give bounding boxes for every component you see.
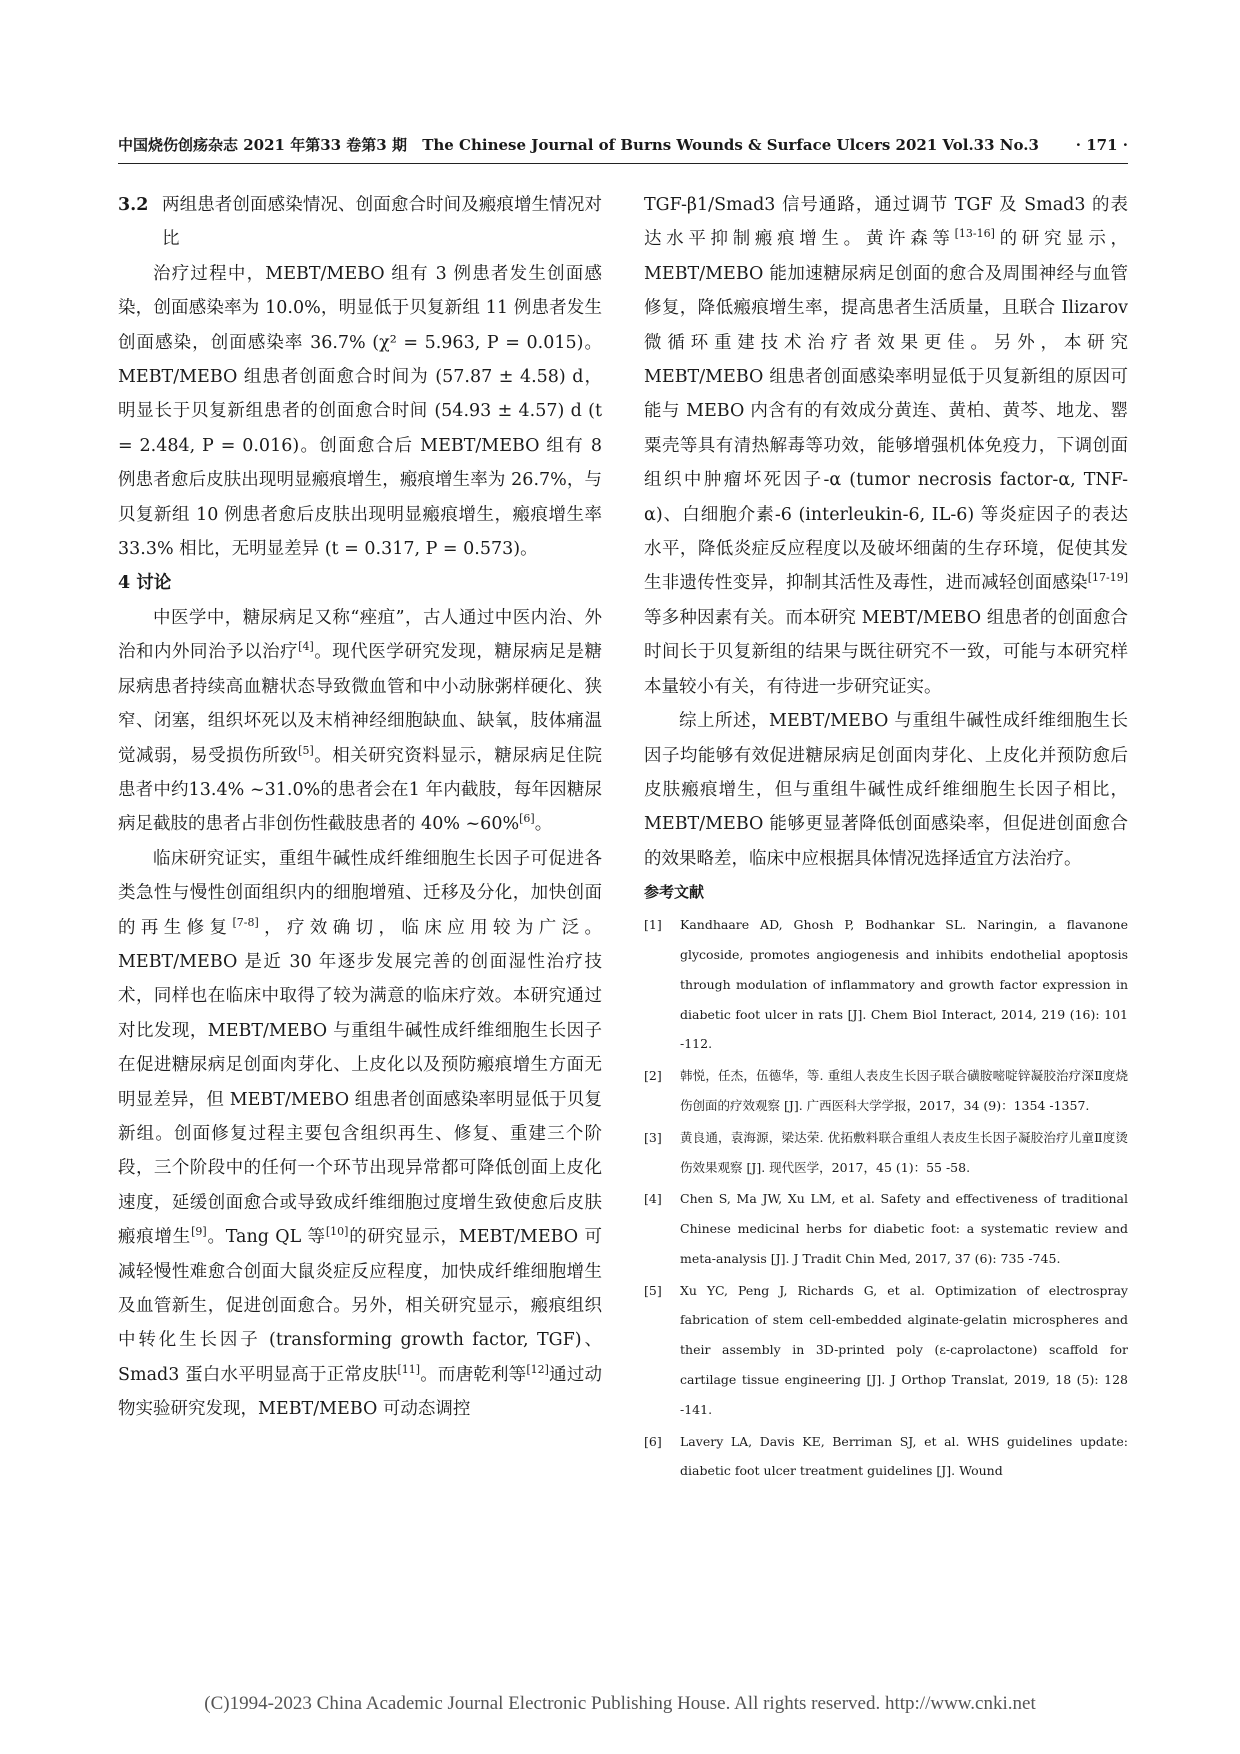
citation: [17-19] xyxy=(1087,571,1128,585)
citation: [9] xyxy=(191,1225,207,1239)
section-title: 两组患者创面感染情况、创面愈合时间及瘢痕增生情况对比 xyxy=(162,195,602,250)
section-heading-4: 4 讨论 xyxy=(118,573,172,594)
running-header xyxy=(118,134,1128,158)
reference-text: 黄良通，袁海源，梁达荣. 优拓敷料联合重组人表皮生长因子凝胶治疗儿童Ⅱ度烫伤效果观察 [J]. 现代医学，2017，45 (1)：55 -58. xyxy=(680,1129,1128,1175)
references-title: 参考文献 xyxy=(644,883,705,902)
reference-text: Kandhaare AD, Ghosh P, Bodhankar SL. Naringin, a flavanone glycoside, promotes angiogenesis and inhibits endothelial apoptosis through modulation of inflammatory and growth factor expression in diabetic foot ulcer in rats [J]. Chem Biol Interact, 2014, 219 (16): 101 -112. xyxy=(680,917,1128,1052)
reference-item xyxy=(644,910,1128,1059)
journal-title-en: The Chinese Journal of Burns Wounds & Surface Ulcers 2021 Vol.33 No.3 xyxy=(422,136,1039,154)
reference-number: [5] xyxy=(644,1282,662,1298)
section-number: 3.2 xyxy=(118,195,149,215)
reference-list xyxy=(644,910,1128,1486)
text-run: 。 xyxy=(534,814,553,835)
reference-item xyxy=(644,1123,1128,1183)
paragraph-discussion-1 xyxy=(118,601,602,842)
text-run: ，疗效确切，临床应用较为广泛。MEBT/MEBO 是近 30 年逐步发展完善的创面湿性治疗技术，同样也在临床中取得了较为满意的临床疗效。本研究通过对比发现，MEBT/MEBO 与重组牛碱性成纤维细胞生长因子在促进糖尿病足创面肉芽化、上皮化以及预防瘢痕增生方面无明显差异，但 MEBT/MEBO 组患者创面感染率明显低于贝复新组。创面修复过程主要包含组织再生、修复、重建三个阶段，三个阶段中的任何一个环节出现异常都可降低创面上皮化速度，延缓创面愈合或导致成纤维细胞过度增生致使愈后皮肤瘢痕增生 xyxy=(118,917,603,1248)
citation: [4] xyxy=(298,640,314,654)
text-run: 。Tang QL 等 xyxy=(206,1227,326,1248)
text-run: 中医学中，糖尿病足又称“痤疽”，古人通过中医内治、外治和内外同治予以治疗 xyxy=(118,607,602,663)
section-heading-3-2 xyxy=(118,188,602,257)
paragraph-summary: 综上所述，MEBT/MEBO 与重组牛碱性成纤维细胞生长因子均能够有效促进糖尿病足创面肉芽化、上皮化并预防愈后皮肤瘢痕增生，但与重组牛碱性成纤维细胞生长因子相比，MEBT/MEBO 能够更显著降低创面感染率，但促进创面愈合的效果略差，临床中应根据具体情况选择适宜方法治疗。 xyxy=(644,711,1128,869)
reference-number: [4] xyxy=(644,1191,662,1207)
text-run: 。相关研究资料显示，糖尿病足住院患者中约13.4% ~31.0%的患者会在1 年内截肢，每年因糖尿病足截肢的患者占非创伤性截肢患者的 40% ~60% xyxy=(118,745,602,835)
reference-number: [2] xyxy=(644,1068,662,1084)
text-run: 。而唐乾利等 xyxy=(420,1364,527,1385)
reference-item xyxy=(644,1061,1128,1121)
left-column xyxy=(118,188,602,1427)
citation: [10] xyxy=(325,1225,349,1239)
text-run: 。现代医学研究发现，糖尿病足是糖尿病患者持续高血糖状态导致微血管和中小动脉粥样硬化、狭窄、闭塞，组织坏死以及末梢神经细胞缺血、缺氧，肢体痛温觉减弱，易受损伤所致 xyxy=(118,642,602,766)
copyright-footer: (C)1994-2023 China Academic Journal Electronic Publishing House. All rights reserved. http://www.cnki.net xyxy=(204,1693,1036,1714)
citation: [11] xyxy=(397,1362,420,1376)
text-run: 等多种因素有关。而本研究 MEBT/MEBO 组患者的创面愈合时间长于贝复新组的结果与既往研究不一致，可能与本研究样本量较小有关，有待进一步研究证实。 xyxy=(644,607,1128,697)
paragraph-results: 治疗过程中，MEBT/MEBO 组有 3 例患者发生创面感染，创面感染率为 10.0%，明显低于贝复新组 11 例患者发生创面感染，创面感染率 36.7% (χ² = 5.963, P = 0.015)。MEBT/MEBO 组患者创面愈合时间为 (57.87 ± 4.58) d，明显长于贝复新组患者的创面愈合时间 (54.93 ± 4.57) d (t = 2.484, P = 0.016)。创面愈合后 MEBT/MEBO 组有 8 例患者愈后皮肤出现明显瘢痕增生，瘢痕增生率为 26.7%，与贝复新组 10 例患者愈后皮肤出现明显瘢痕增生，瘢痕增生率 33.3% 相比，无明显差异 (t = 0.317, P = 0.573)。 xyxy=(118,263,602,560)
text-run: 的研究显示，MEBT/MEBO 能加速糖尿病足创面的愈合及周围神经与血管修复，降低瘢痕增生率，提高患者生活质量，且联合 Ilizarov 微循环重建技术治疗者效果更佳。另外，本研究 MEBT/MEBO 组患者创面感染率明显低于贝复新组的原因可能与 MEBO 内含有的有效成分黄连、黄柏、黄芩、地龙、罂粟壳等具有清热解毒等功效，能够增强机体免疫力，下调创面组织中肿瘤坏死因子-α (tumor necrosis factor-α, TNF-α)、白细胞介素-6 (interleukin-6, IL-6) 等炎症因子的表达水平，降低炎症反应程度以及破坏细菌的生存环境，促使其发生非遗传性变异，抑制其活性及毒性，进而减轻创面感染 xyxy=(644,229,1129,594)
paragraph-discussion-2 xyxy=(118,842,602,1427)
citation: [12] xyxy=(526,1362,549,1376)
citation: [7-8] xyxy=(232,915,259,929)
reference-item xyxy=(644,1184,1128,1273)
reference-text: Lavery LA, Davis KE, Berriman SJ, et al. WHS guidelines update: diabetic foot ulcer treatment guidelines [J]. Wound xyxy=(680,1433,1128,1479)
text-run: 通过动物实验研究发现，MEBT/MEBO 可动态调控 xyxy=(118,1364,603,1420)
reference-item xyxy=(644,1427,1128,1487)
text-run: 临床研究证实，重组牛碱性成纤维细胞生长因子可促进各类急性与慢性创面组织内的细胞增殖、迁移及分化，加快创面的再生修复 xyxy=(118,848,602,938)
reference-text: Xu YC, Peng J, Richards G, et al. Optimization of electrospray fabrication of stem cell-embedded alginate-gelatin microspheres and their assembly in 3D-printed poly (ε-caprolactone) scaffold for cartilage tissue engineering [J]. J Orthop Translat, 2019, 18 (5): 128 -141. xyxy=(680,1282,1128,1417)
journal-title xyxy=(118,134,1049,155)
reference-item xyxy=(644,1276,1128,1425)
reference-number: [3] xyxy=(644,1129,662,1145)
reference-number: [6] xyxy=(644,1433,662,1449)
citation: [13-16] xyxy=(954,227,995,241)
paragraph-continued xyxy=(644,188,1128,704)
right-column xyxy=(644,188,1128,1488)
header-rule xyxy=(118,163,1128,164)
reference-text: Chen S, Ma JW, Xu LM, et al. Safety and effectiveness of traditional Chinese medicinal herbs for diabetic foot: a systematic review and meta-analysis [J]. J Tradit Chin Med, 2017, 37 (6): 735 -745. xyxy=(680,1191,1128,1266)
text-run: 的研究显示，MEBT/MEBO 可减轻慢性难愈合创面大鼠炎症反应程度，加快成纤维细胞增生及血管新生，促进创面愈合。另外，相关研究显示，瘢痕组织中转化生长因子 (transforming growth factor, TGF)、Smad3 蛋白水平明显高于正常皮肤 xyxy=(118,1227,602,1385)
reference-number: [1] xyxy=(644,917,662,933)
reference-text: 韩悦，任杰，伍德华，等. 重组人表皮生长因子联合磺胺嘧啶锌凝胶治疗深Ⅱ度烧伤创面的疗效观察 [J]. 广西医科大学学报，2017，34 (9)：1354 -1357. xyxy=(680,1068,1128,1113)
citation: [6] xyxy=(519,812,535,826)
citation: [5] xyxy=(298,743,314,757)
text-run: TGF-β1/Smad3 信号通路，通过调节 TGF 及 Smad3 的表达水平抑制瘢痕增生。黄许森等 xyxy=(644,195,1128,250)
journal-title-cn: 中国烧伤创疡杂志 2021 年第33 卷第3 期 xyxy=(118,136,407,154)
page-number: · 171 · xyxy=(1075,136,1128,154)
